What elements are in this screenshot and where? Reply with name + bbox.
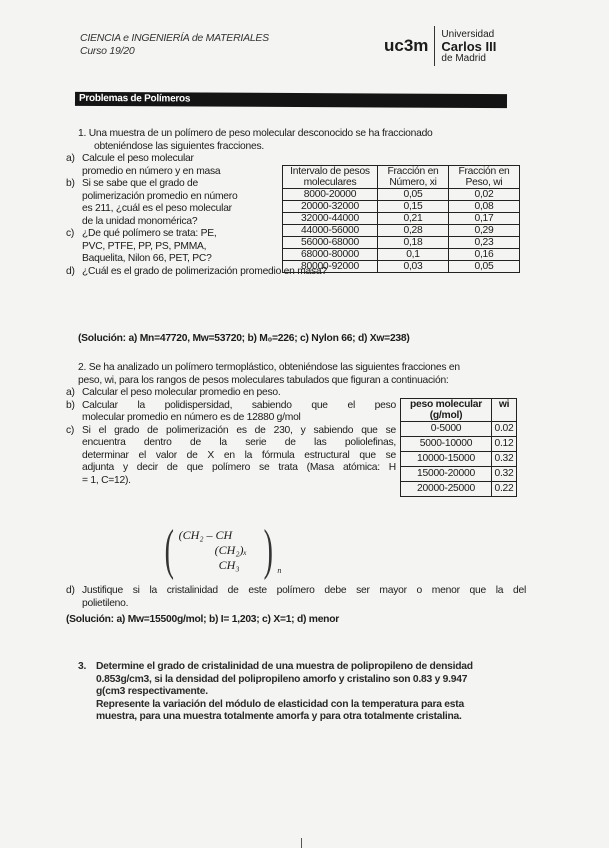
item-line: molecular promedio en número es de 12880 g/mol <box>82 412 301 423</box>
problem2-solution: (Solución: a) Mw=15500g/mol; b) I= 1,203; c) X=1; d) menor <box>66 614 340 625</box>
table-row <box>283 213 520 225</box>
problem-1 <box>78 128 518 153</box>
university-logo <box>384 26 496 66</box>
item-label: a) <box>66 153 75 164</box>
col-header: Fracción en Peso, wi <box>449 166 520 189</box>
table-cell: 0,05 <box>378 189 449 201</box>
logo-short: uc3m <box>384 36 429 55</box>
table-cell: 0.32 <box>492 467 517 482</box>
table-cell: 5000-10000 <box>401 437 492 452</box>
item-line: Justifique si la cristalinidad de este polímero debe ser mayor o menor que la del <box>82 585 526 596</box>
table-row <box>401 452 517 467</box>
fractions-table-1 <box>282 165 520 273</box>
course-header <box>80 32 269 58</box>
problem-2 <box>78 362 528 387</box>
item-line: Calcular la polidispersidad, sabiendo que el peso <box>82 399 396 411</box>
table-cell: 0,05 <box>449 261 520 273</box>
problem3-line: muestra, para una muestra totalmente amorfa y para otra totalmente cristalina. <box>96 711 462 722</box>
item-label: c) <box>66 228 75 239</box>
item-label: c) <box>66 424 75 436</box>
table-cell: 68000-80000 <box>283 249 378 261</box>
table-row <box>283 249 520 261</box>
table-cell: 0,15 <box>378 201 449 213</box>
table-cell: 0,23 <box>449 237 520 249</box>
course-title: CIENCIA e INGENIERÍA de MATERIALES <box>80 32 269 44</box>
item-line: ¿De qué polímero se trata: PE, <box>82 228 217 239</box>
table-row <box>401 482 517 497</box>
col-header: wi <box>492 399 517 422</box>
problem2-intro-2: peso, wi, para los rangos de pesos moleculares tabulados que figuran a continuación: <box>78 374 449 386</box>
logo-line1: Universidad <box>441 28 495 40</box>
item-line: de la unidad monomérica? <box>82 215 198 227</box>
section-title: Problemas de Polímeros <box>75 92 507 108</box>
course-year: Curso 19/20 <box>80 45 135 57</box>
item-line: Si se sabe que el grado de <box>82 178 199 189</box>
problem3-line: 0.853g/cm3, si la densidad del polipropileno amorfo y cristalino son 0.83 y 9.947 <box>96 673 468 685</box>
item-line: promedio en número y en masa <box>82 165 221 177</box>
left-paren: ( <box>164 519 174 581</box>
item-label: d) <box>66 585 75 596</box>
table-cell: 0,03 <box>378 261 449 273</box>
item-line: PVC, PTFE, PP, PS, PMMA, <box>82 240 207 252</box>
item-line: adjunta y decir de que polímero se trata (Masa atómica: H <box>82 462 396 473</box>
table-cell: 80000-92000 <box>283 261 378 273</box>
formula-line: (CH₂ – CH <box>178 527 233 542</box>
table-row <box>283 225 520 237</box>
formula-line: (CH₂)ₓ <box>214 542 247 557</box>
table-cell: 0-5000 <box>401 422 492 437</box>
table-row <box>401 437 517 452</box>
item-label: b) <box>66 399 75 411</box>
right-paren: ) <box>263 519 273 581</box>
table-cell: 0,29 <box>449 225 520 237</box>
table-cell: 20000-25000 <box>401 482 492 497</box>
structural-formula <box>160 519 282 581</box>
item-line: = 1, C=12). <box>82 474 131 486</box>
table-cell: 44000-56000 <box>283 225 378 237</box>
table-cell: 15000-20000 <box>401 467 492 482</box>
table-cell: 0.12 <box>492 437 517 452</box>
logo-line3: de Madrid <box>441 52 486 64</box>
table-row <box>283 189 520 201</box>
item-line: Si el grado de polimerización es de 230, y sabiendo que se <box>82 424 396 436</box>
table-cell: 0,21 <box>378 213 449 225</box>
item-line: ¿Cuál es el grado de polimerización promedio en masa? <box>82 265 327 277</box>
problem1-solution: (Solución: a) Mn=47720, Mw=53720; b) M₀=226; c) Nylon 66; d) Xw=238) <box>78 333 410 344</box>
item-line: encuentra dentro de la serie de las poliolefinas, <box>82 437 396 448</box>
item-line: es 211, ¿cuál es el peso molecular <box>82 203 232 214</box>
col-header: Intervalo de pesos moleculares <box>283 166 378 189</box>
logo-divider <box>434 26 435 66</box>
table-cell: 32000-44000 <box>283 213 378 225</box>
table-row <box>283 237 520 249</box>
item-label: a) <box>66 387 75 398</box>
table-cell: 0,16 <box>449 249 520 261</box>
problem3-line: g(cm3 respectivamente. <box>96 686 208 697</box>
table-cell: 0.22 <box>492 482 517 497</box>
fractions-table-2 <box>400 398 517 497</box>
page-mark <box>301 838 302 848</box>
table-row <box>401 422 517 437</box>
item-line: determinar el valor de X en la fórmula estructural que se <box>82 449 396 461</box>
table-cell: 0,08 <box>449 201 520 213</box>
problem2-item-d <box>66 585 526 610</box>
table-cell: 0,17 <box>449 213 520 225</box>
item-line: polietileno. <box>82 597 129 609</box>
problem3-number: 3. <box>78 661 87 672</box>
problem1-intro-2: obteniéndose las siguientes fracciones. <box>94 140 264 152</box>
item-line: Calcule el peso molecular <box>82 153 194 164</box>
item-line: Calcular el peso molecular promedio en peso. <box>82 387 281 398</box>
problem-3 <box>78 661 538 724</box>
problem3-line: Represente la variación del módulo de elasticidad con la temperatura para esta <box>96 698 464 710</box>
problem2-intro-1: 2. Se ha analizado un polímero termoplástico, obteniéndose las siguientes fracciones en <box>78 362 460 373</box>
table-cell: 0.32 <box>492 452 517 467</box>
table-cell: 10000-15000 <box>401 452 492 467</box>
table-cell: 0,28 <box>378 225 449 237</box>
table-row <box>283 261 520 273</box>
table-cell: 0,18 <box>378 237 449 249</box>
table-cell: 8000-20000 <box>283 189 378 201</box>
table-cell: 20000-32000 <box>283 201 378 213</box>
item-line: Baquelita, Nilon 66, PET, PC? <box>82 253 212 264</box>
table-cell: 0,1 <box>378 249 449 261</box>
item-label: d) <box>66 265 75 277</box>
formula-subscript: n <box>277 566 282 575</box>
logo-line2: Carlos III <box>441 38 497 54</box>
table-row <box>283 201 520 213</box>
problem1-intro-1: 1. Una muestra de un polímero de peso molecular desconocido se ha fraccionado <box>78 128 433 139</box>
item-label: b) <box>66 178 75 189</box>
item-line: polimerización promedio en número <box>82 190 238 202</box>
problem3-line: Determine el grado de cristalinidad de una muestra de polipropileno de densidad <box>96 661 473 672</box>
formula-line: CH₃ <box>218 557 240 572</box>
table-row <box>401 467 517 482</box>
problem2-items <box>66 387 396 487</box>
col-header: peso molecular (g/mol) <box>401 399 492 422</box>
table-cell: 0,02 <box>449 189 520 201</box>
table-cell: 0.02 <box>492 422 517 437</box>
col-header: Fracción en Número, xi <box>378 166 449 189</box>
table-cell: 56000-68000 <box>283 237 378 249</box>
